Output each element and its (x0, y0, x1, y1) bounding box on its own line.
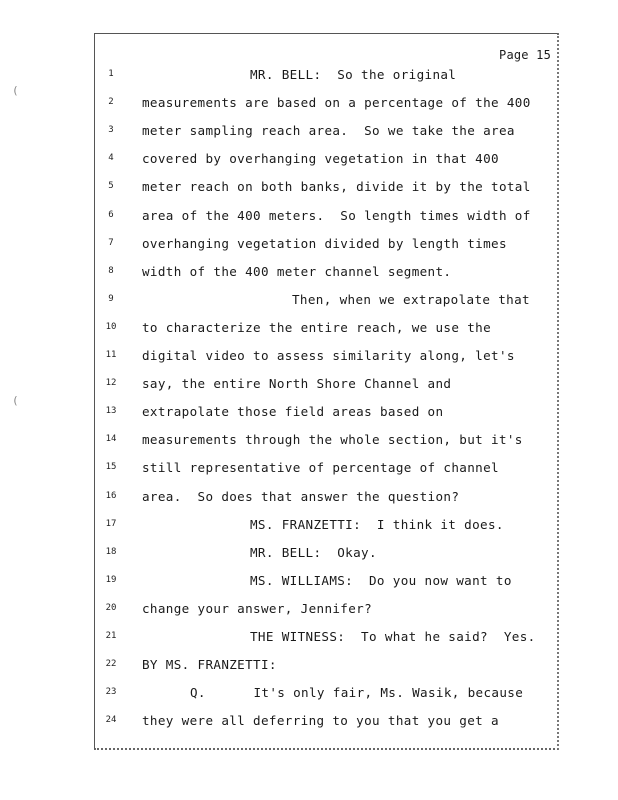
transcript-line: MR. BELL: So the original (250, 67, 457, 82)
line-number: 19 (105, 574, 117, 585)
transcript-line: measurements through the whole section, but it's (142, 432, 523, 448)
transcript-line: change your answer, Jennifer? (142, 600, 373, 616)
line-number: 18 (105, 546, 117, 557)
transcript-line: extrapolate those field areas based on (142, 404, 444, 420)
transcript-line: say, the entire North Shore Channel and (142, 376, 452, 392)
line-number: 22 (105, 659, 117, 670)
transcript-line: measurements are based on a percentage of the 400 (142, 95, 531, 111)
transcript-line: they were all deferring to you that you get a (142, 713, 499, 729)
line-number: 15 (105, 462, 117, 473)
transcript-line: to characterize the entire reach, we use the (142, 319, 492, 335)
line-number: 14 (105, 434, 117, 445)
line-number: 6 (108, 209, 114, 220)
line-number: 17 (105, 518, 117, 529)
line-number: 5 (108, 181, 114, 192)
line-number: 8 (108, 265, 114, 276)
transcript-line: area of the 400 meters. So length times width of (142, 207, 531, 223)
page-number: Page 15 (499, 48, 551, 62)
transcript-line: Q. It's only fair, Ms. Wasik, because (190, 685, 524, 701)
line-number: 13 (105, 406, 117, 417)
line-number: 21 (105, 631, 117, 641)
transcript-line: meter reach on both banks, divide it by the total (142, 179, 531, 195)
line-number: 4 (108, 153, 114, 164)
line-number: 10 (105, 321, 117, 332)
line-number: 11 (105, 350, 117, 360)
transcript-line: MS. FRANZETTI: I think it does. (250, 516, 504, 532)
transcript-line: meter sampling reach area. So we take the area (142, 123, 515, 139)
line-number: 23 (105, 687, 117, 698)
line-number: 7 (108, 237, 114, 248)
transcript-line: still representative of percentage of channel (142, 460, 499, 476)
margin-mark: ( (12, 84, 19, 97)
transcript-line: digital video to assess similarity along, let's (142, 348, 515, 363)
transcript-line: MR. BELL: Okay. (250, 544, 377, 560)
transcript-line: width of the 400 meter channel segment. (142, 263, 452, 279)
transcript-line: Then, when we extrapolate that (292, 291, 530, 307)
transcript-line: THE WITNESS: To what he said? Yes. (250, 629, 536, 644)
transcript-line: covered by overhanging vegetation in that 400 (142, 151, 499, 167)
line-number: 12 (105, 378, 117, 389)
line-number: 9 (108, 293, 114, 304)
line-number: 1 (108, 69, 114, 79)
line-number: 16 (105, 490, 117, 501)
transcript-line: area. So does that answer the question? (142, 488, 460, 504)
transcript-line: BY MS. FRANZETTI: (142, 657, 277, 673)
transcript-line: MS. WILLIAMS: Do you now want to (250, 572, 512, 588)
line-number: 3 (108, 125, 114, 136)
line-number: 24 (105, 715, 117, 726)
margin-mark: ( (12, 394, 19, 407)
line-number: 20 (105, 602, 117, 613)
transcript-line: overhanging vegetation divided by length times (142, 235, 507, 251)
line-number: 2 (108, 97, 114, 108)
